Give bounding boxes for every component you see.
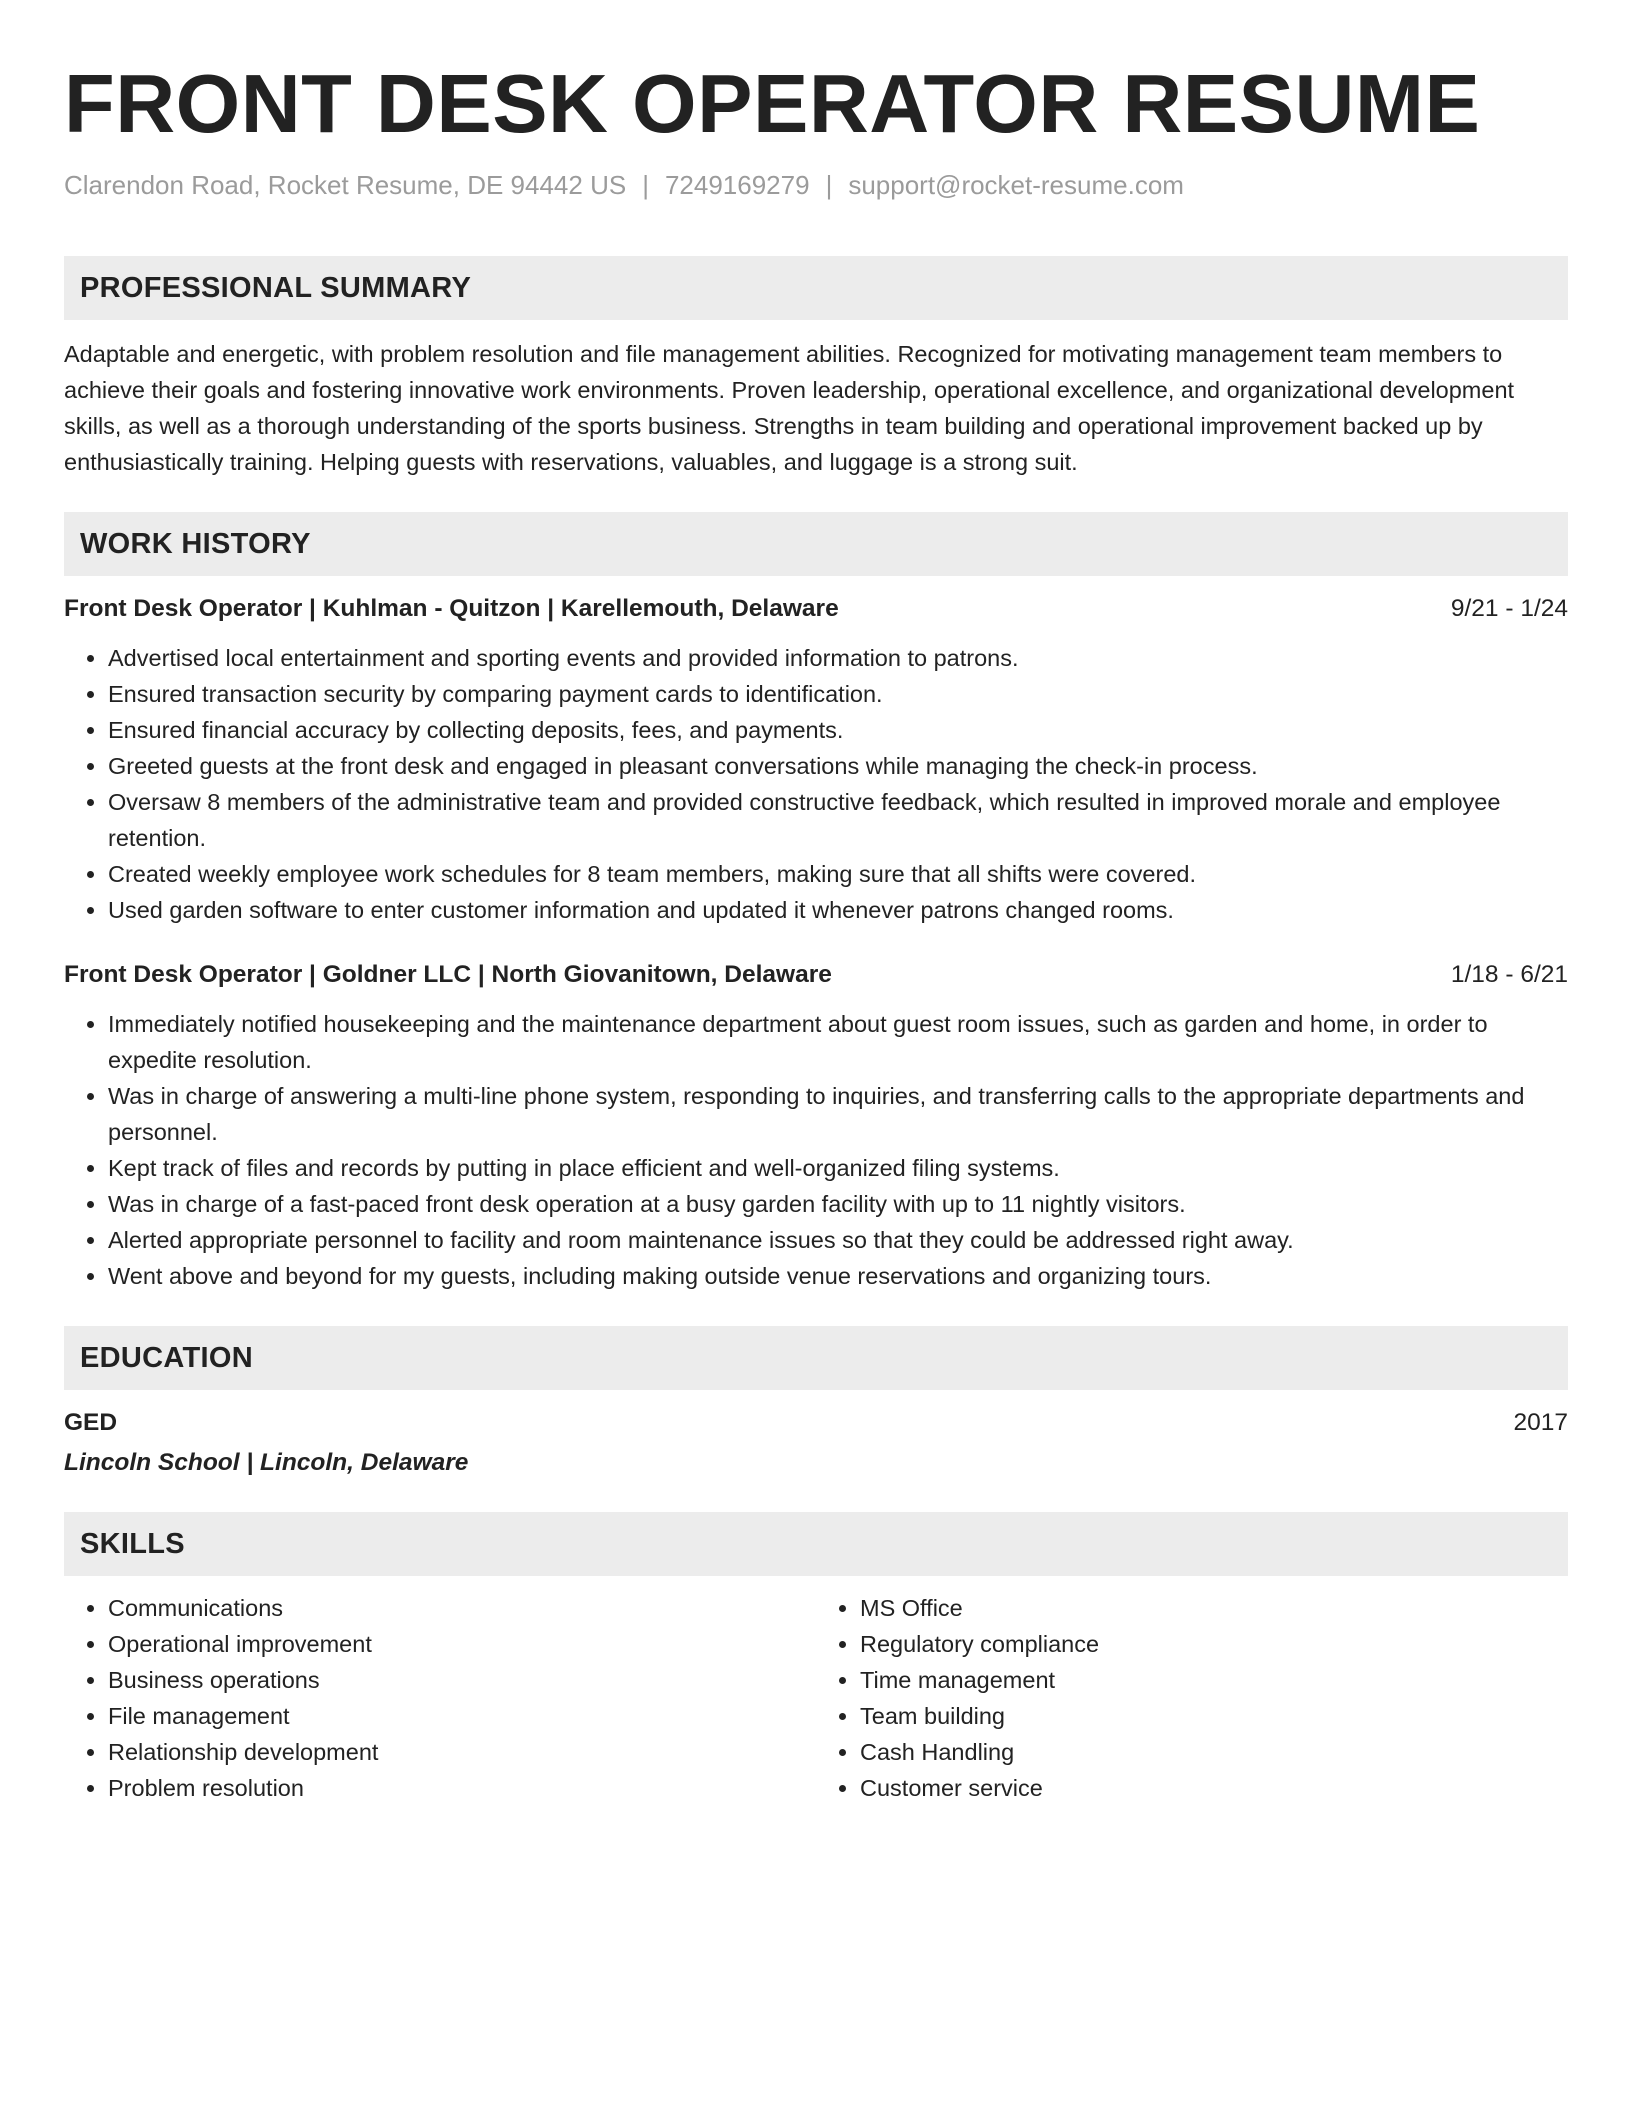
section-header-education: EDUCATION (64, 1326, 1568, 1390)
job-bullet: • Advertised local entertainment and sporting events and provided information to patrons. (108, 640, 1568, 676)
job-entry (64, 592, 1568, 928)
job-dates: 1/18 - 6/21 (1450, 961, 1568, 988)
job-bullet: • Ensured financial accuracy by collecting deposits, fees, and payments. (108, 712, 1568, 748)
skill-item: • Operational improvement (108, 1626, 816, 1662)
job-bullet: • Was in charge of answering a multi-line phone system, responding to inquiries, and transferring calls to the appropriate departments and personnel. (108, 1078, 1568, 1150)
contact-separator: | (642, 170, 649, 200)
job-bullet: • Immediately notified housekeeping and the maintenance department about guest room issues, such as garden and home, in order to expedite resolution. (108, 1006, 1568, 1078)
skill-item: • File management (108, 1698, 816, 1734)
job-dates: 9/21 - 1/24 (1450, 595, 1568, 622)
contact-address: Clarendon Road, Rocket Resume, DE 94442 US (64, 170, 627, 200)
job-entry (64, 958, 1568, 1294)
section-header-work-history: WORK HISTORY (64, 512, 1568, 576)
job-bullet: • Went above and beyond for my guests, including making outside venue reservations and organizing tours. (108, 1258, 1568, 1294)
skills-list (64, 1590, 1568, 1806)
job-bullet: • Greeted guests at the front desk and engaged in pleasant conversations while managing the check-in process. (108, 748, 1568, 784)
job-bullet: • Used garden software to enter customer information and updated it whenever patrons changed rooms. (108, 892, 1568, 928)
skill-item: • MS Office (860, 1590, 1568, 1626)
job-bullets (64, 1006, 1568, 1294)
job-header (64, 592, 1568, 626)
job-bullet: • Oversaw 8 members of the administrative team and provided constructive feedback, which resulted in improved morale and employee retention. (108, 784, 1568, 856)
summary-text: Adaptable and energetic, with problem resolution and file management abilities. Recognized for motivating management team members to achieve their goals and fostering innovative work environments. Proven leadership, operational excellence, and organizational development skills, as well as a thorough understanding of the sports business. Strengths in team building and operational improvement backed up by enthusiastically training. Helping guests with reservations, valuables, and luggage is a strong suit. (64, 341, 1515, 475)
education-degree: GED (64, 1409, 118, 1436)
job-bullets (64, 640, 1568, 928)
resume-title: FRONT DESK OPERATOR RESUME (64, 57, 1481, 150)
skill-item: • Cash Handling (860, 1734, 1568, 1770)
skill-item: • Time management (860, 1662, 1568, 1698)
contact-email: support@rocket-resume.com (848, 170, 1184, 200)
education-school: Lincoln School | Lincoln, Delaware (64, 1449, 469, 1476)
job-title: Front Desk Operator | Kuhlman - Quitzon | Karellemouth, Delaware (64, 595, 839, 622)
contact-phone: 7249169279 (664, 170, 810, 200)
section-header-summary: PROFESSIONAL SUMMARY (64, 256, 1568, 320)
job-bullet: • Ensured transaction security by comparing payment cards to identification. (108, 676, 1568, 712)
job-bullet: • Kept track of files and records by putting in place efficient and well-organized filing systems. (108, 1150, 1568, 1186)
education-header (64, 1406, 1568, 1440)
skill-item: • Team building (860, 1698, 1568, 1734)
contact-separator: | (825, 170, 833, 200)
job-title: Front Desk Operator | Goldner LLC | North Giovanitown, Delaware (64, 961, 832, 988)
contact-line (64, 168, 1568, 202)
education-entry (64, 1406, 1568, 1480)
job-bullet: • Was in charge of a fast-paced front desk operation at a busy garden facility with up to 11 nightly visitors. (108, 1186, 1568, 1222)
section-header-skills: SKILLS (64, 1512, 1568, 1576)
skill-item: • Regulatory compliance (860, 1626, 1568, 1662)
skill-item: • Relationship development (108, 1734, 816, 1770)
skill-item: • Business operations (108, 1662, 816, 1698)
skill-item: • Customer service (860, 1770, 1568, 1806)
job-bullet: • Created weekly employee work schedules for 8 team members, making sure that all shifts were covered. (108, 856, 1568, 892)
skills-column-left (64, 1590, 816, 1806)
education-year: 2017 (1513, 1409, 1568, 1436)
skills-column-right (816, 1590, 1568, 1806)
job-header (64, 958, 1568, 992)
skill-item: • Communications (108, 1590, 816, 1626)
skill-item: • Problem resolution (108, 1770, 816, 1806)
job-bullet: • Alerted appropriate personnel to facility and room maintenance issues so that they could be addressed right away. (108, 1222, 1568, 1258)
